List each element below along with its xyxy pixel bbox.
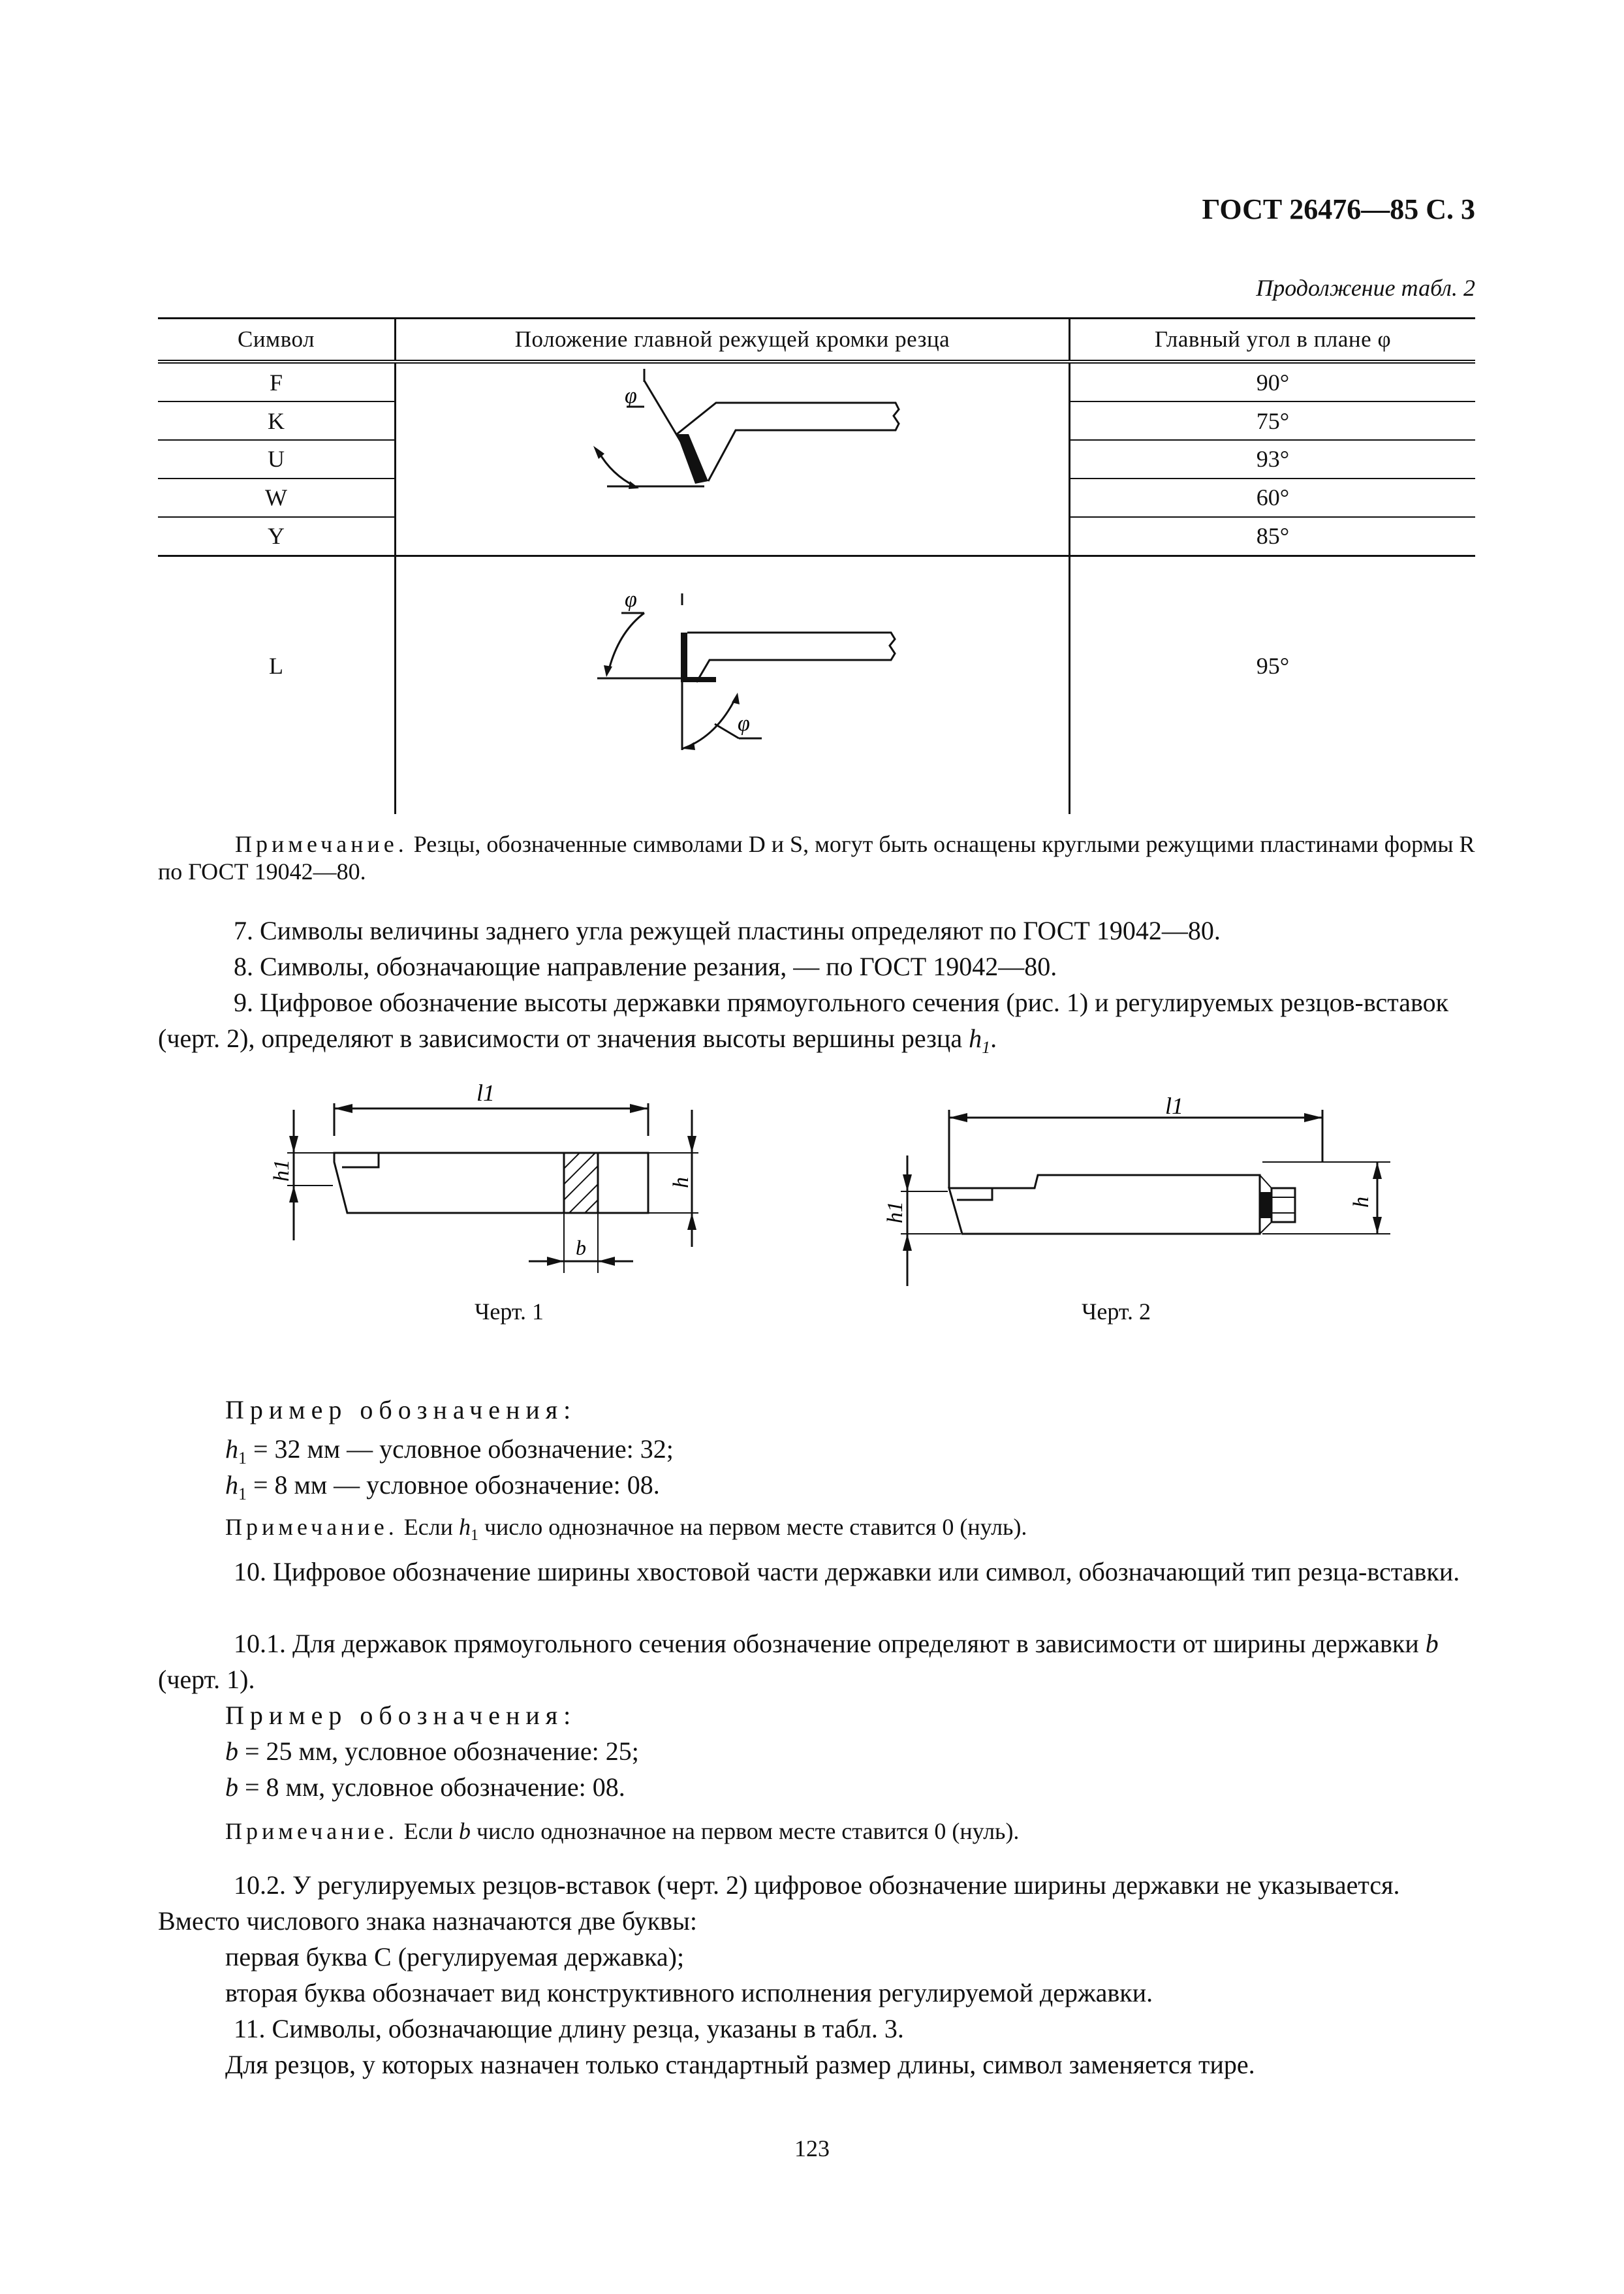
- paragraph-11: 11. Символы, обозначающие длину резца, указаны в табл. 3.: [234, 2014, 904, 2043]
- column-header-position: Положение главной режущей кромки резца: [396, 319, 1070, 362]
- page-number: 123: [794, 2135, 830, 2161]
- note-2: Примечание. Если $h_1$ число однозначное на первом месте ставится 0 (нуль).: [225, 1514, 1027, 1545]
- drawing-2: [875, 1090, 1410, 1286]
- table-2: [158, 317, 1475, 814]
- note-3: Примечание. Если b число однозначное на первом месте ставится 0 (нуль).: [225, 1818, 1020, 1844]
- table-cell-angle: 60°: [1070, 479, 1476, 517]
- paragraph-7: 7. Символы величины заднего угла режущей пластины определяют по ГОСТ 19042—80.: [234, 916, 1221, 945]
- table-cell-angle: 95°: [1070, 556, 1476, 815]
- h1-label: h1: [270, 1159, 294, 1182]
- h1-label: h1: [883, 1201, 907, 1223]
- h-label: h: [1349, 1197, 1373, 1208]
- table-cell-symbol: U: [158, 440, 396, 479]
- l1-label: l1: [1165, 1093, 1184, 1119]
- paragraph-8: 8. Символы, обозначающие направление резания, — по ГОСТ 19042—80.: [234, 952, 1057, 981]
- paragraph-9-text: 9. Цифровое обозначение высоты державки прямоугольного сечения (рис. 1) и регулируемых резцов-вставок (черт. 2), определяют в зависимости от значения высоты вершины резца: [158, 988, 1449, 1053]
- cutting-edge-drawing-cell: [396, 362, 1070, 556]
- table-cell-angle: 93°: [1070, 440, 1476, 479]
- table-cell-angle: 90°: [1070, 362, 1476, 401]
- paragraph-10-1: 10.1. Для державок прямоугольного сечения обозначение определяют в зависимости от ширины державки b (черт. 1).: [158, 1629, 1439, 1694]
- column-header-angle: Главный угол в плане φ: [1070, 319, 1476, 362]
- cutting-edge-drawing-1: [396, 364, 1069, 549]
- h1-symbol: $h_1$: [969, 1024, 991, 1057]
- cutting-edge-drawing-2: [396, 574, 1069, 792]
- l1-label: l1: [476, 1084, 495, 1106]
- table-cell-symbol: W: [158, 479, 396, 517]
- phi-label: φ: [738, 711, 750, 736]
- example-1-title: Пример обозначения:: [225, 1395, 577, 1424]
- paragraph-10-2: 10.2. У регулируемых резцов-вставок (черт. 2) цифровое обозначение ширины державки не указывается. Вместо числового знака назначаются две буквы:: [158, 1870, 1400, 1936]
- paragraph-11-b: Для резцов, у которых назначен только стандартный размер длины, символ заменяется тире.: [225, 2050, 1255, 2079]
- example-2-line-1: b = 25 мм, условное обозначение: 25;: [225, 1736, 639, 1766]
- example-2-title: Пример обозначения:: [225, 1701, 577, 1730]
- table-cell-symbol: F: [158, 362, 396, 401]
- note-1: [158, 830, 1475, 885]
- drawing-1: [268, 1084, 725, 1286]
- drawing-1-caption: Черт. 1: [475, 1298, 544, 1325]
- table-cell-angle: 75°: [1070, 401, 1476, 440]
- table-cell-symbol: Y: [268, 523, 285, 550]
- paragraph-10: 10. Цифровое обозначение ширины хвостовой части державки или символ, обозначающий тип резца-вставки.: [234, 1557, 1460, 1586]
- b-label: b: [576, 1236, 586, 1259]
- table-cell-symbol: K: [158, 401, 396, 440]
- paragraph-10-2-b: вторая буква обозначает вид конструктивного исполнения регулируемой державки.: [225, 1978, 1153, 2007]
- example-1-line-2: $h_1 = 8$ мм — условное обозначение: 08.: [225, 1470, 660, 1503]
- paragraph-10-2-a: первая буква С (регулируемая державка);: [225, 1942, 685, 1972]
- cutting-edge-drawing-cell: [396, 556, 1070, 815]
- note-text: Резцы, обозначенные символами D и S, могут быть оснащены круглыми режущими пластинами формы R по ГОСТ 19042—80.: [158, 831, 1475, 885]
- h-label: h: [669, 1177, 693, 1188]
- table-cell-angle: 85°: [1070, 517, 1476, 556]
- phi-label: φ: [625, 384, 637, 408]
- example-1-line-1: $h_1 = 32$ мм — условное обозначение: 32;: [225, 1434, 674, 1468]
- table-continuation-caption: Продолжение табл. 2: [1256, 275, 1475, 301]
- note-label: Примечание.: [235, 831, 408, 857]
- column-header-symbol: Символ: [158, 319, 396, 362]
- document-header: ГОСТ 26476—85 С. 3: [1202, 193, 1475, 225]
- phi-label: φ: [625, 587, 637, 612]
- paragraph-9: 9. Цифровое обозначение высоты державки прямоугольного сечения (рис. 1) и регулируемых резцов-вставок (черт. 2), определяют в зависимости от значения высоты вершины резца $h_1$.: [158, 988, 1449, 1057]
- table-cell-symbol: L: [158, 556, 396, 815]
- example-2-line-2: b = 8 мм, условное обозначение: 08.: [225, 1772, 625, 1802]
- drawing-2-caption: Черт. 2: [1082, 1298, 1151, 1325]
